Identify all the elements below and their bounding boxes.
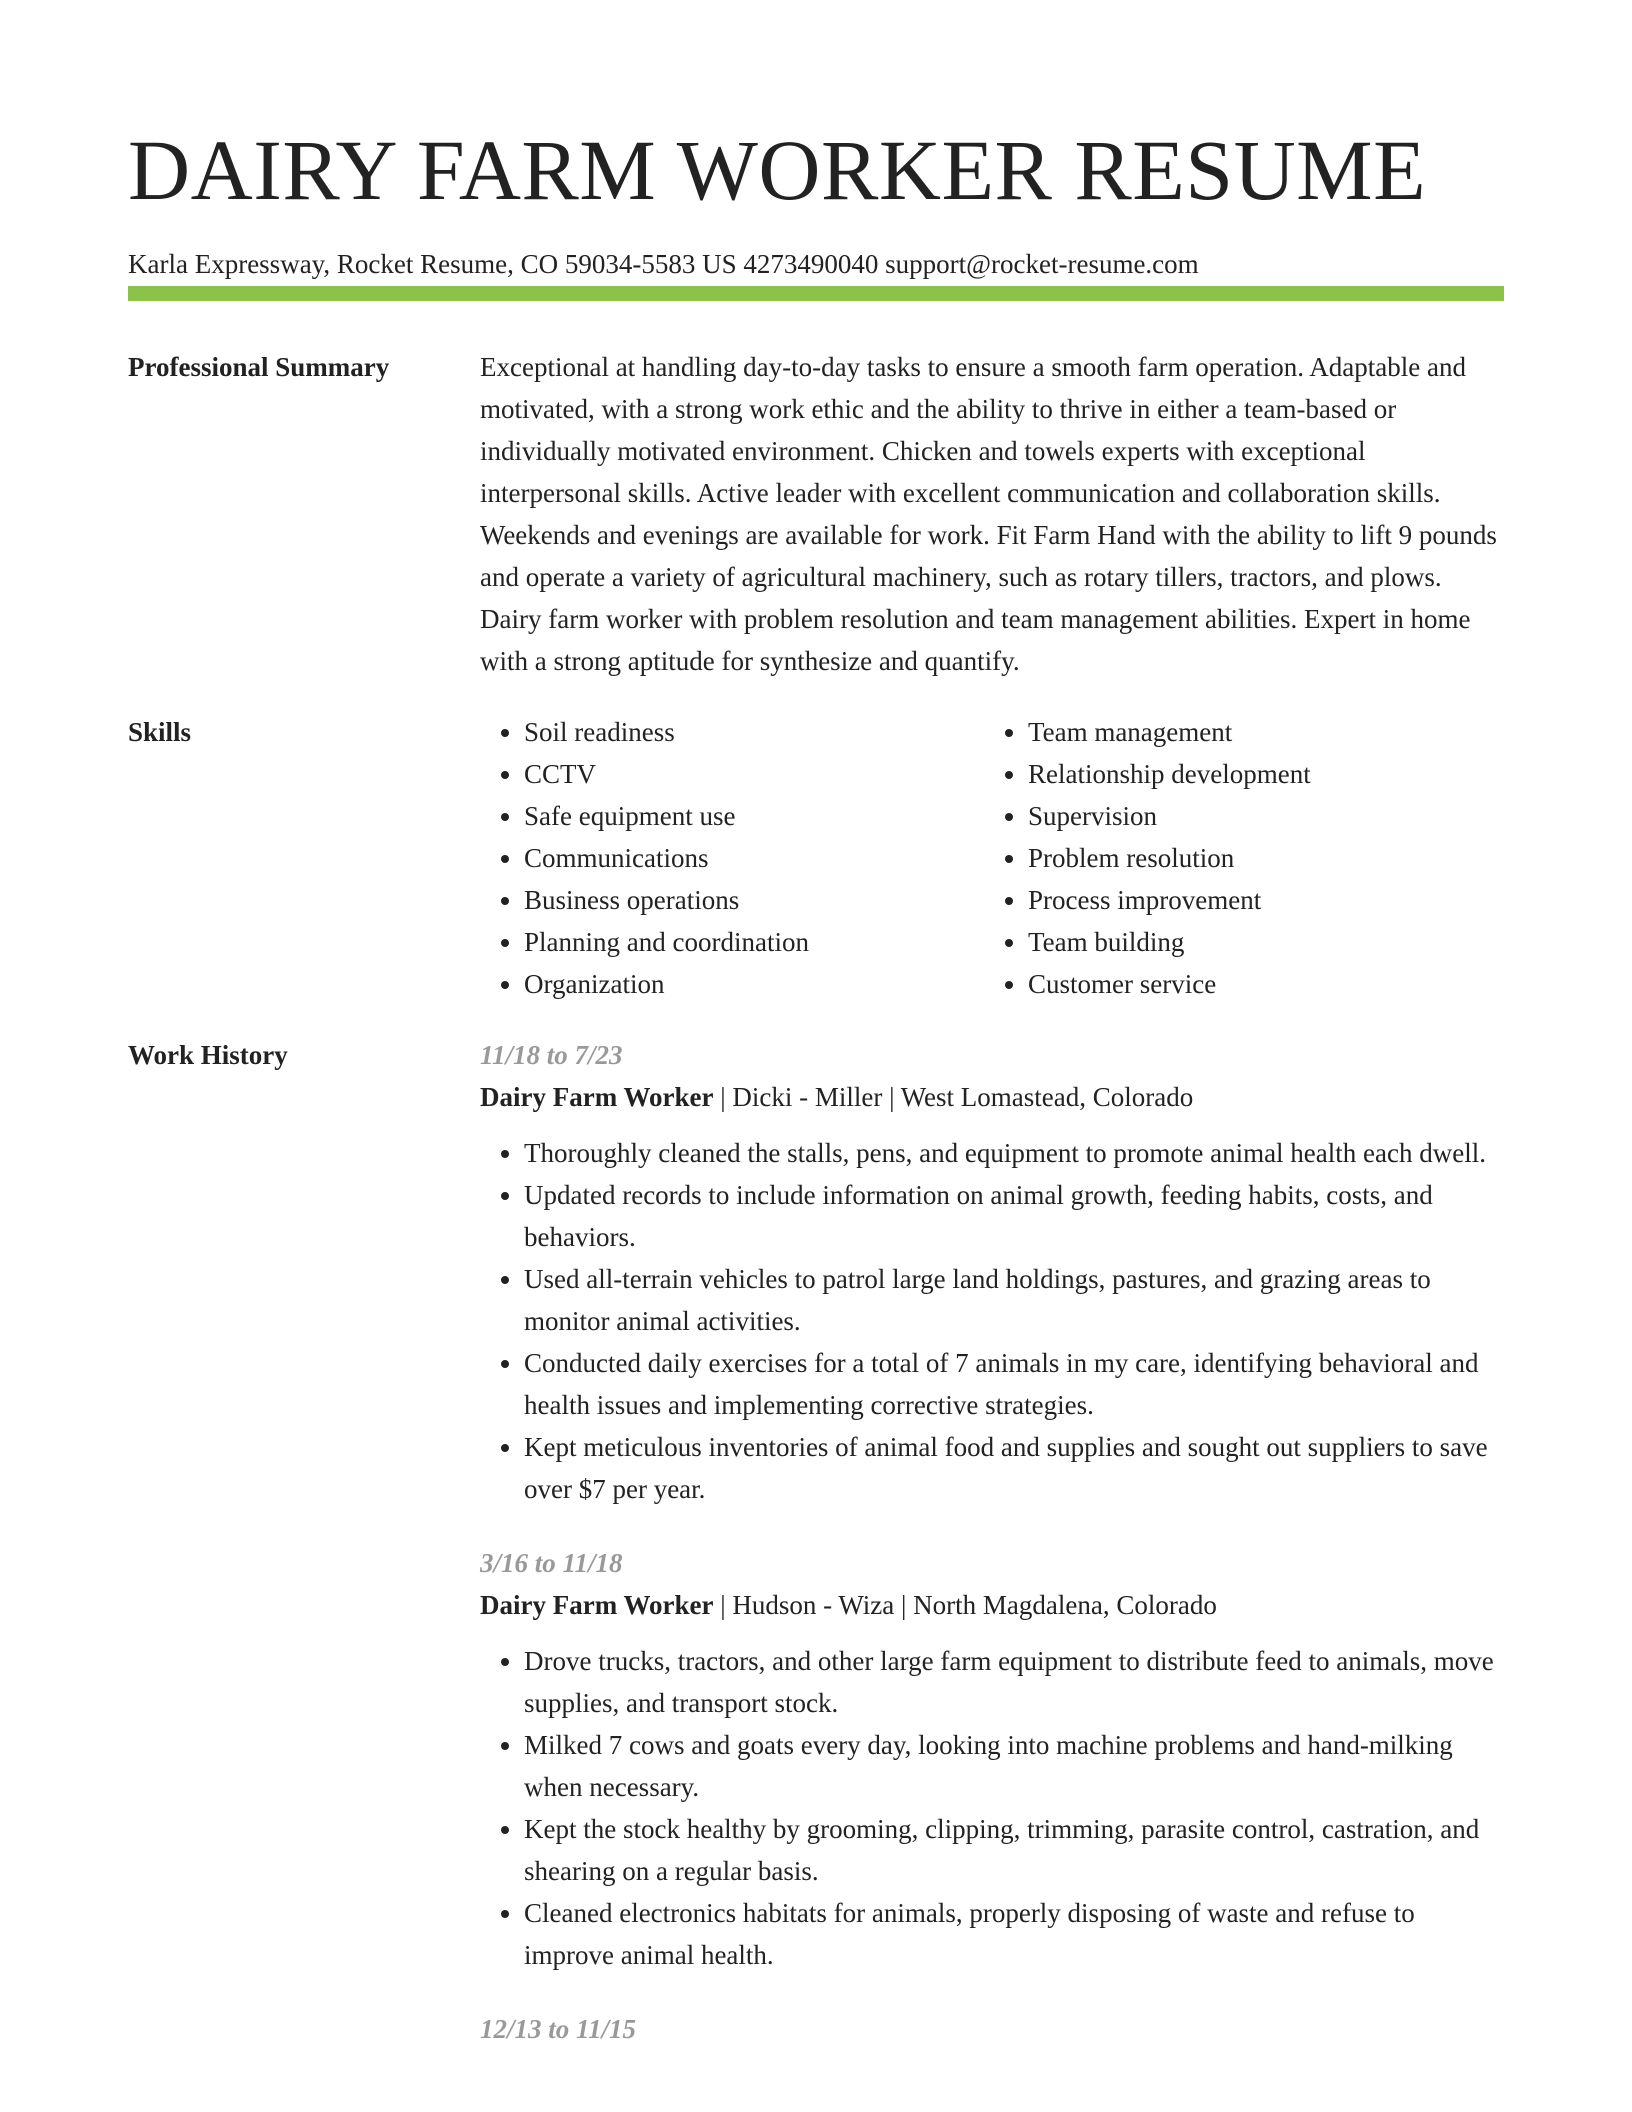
summary-body — [480, 346, 1504, 682]
job-bullet: • Conducted daily exercises for a total of 7 animals in my care, identifying behavioral and health issues and implementing corrective strategies. — [524, 1342, 1504, 1426]
skills-list-left — [480, 711, 984, 1005]
summary-label: Professional Summary — [128, 352, 390, 382]
job-heading — [480, 1584, 1504, 1626]
job-entry — [480, 1542, 1504, 1976]
skills-list-right — [984, 711, 1488, 1005]
job-employer-location: | Hudson - Wiza | North Magdalena, Colorado — [713, 1590, 1217, 1620]
job-entry — [480, 2008, 1504, 2050]
accent-rule — [128, 286, 1504, 301]
job-bullet: • Milked 7 cows and goats every day, looking into machine problems and hand-milking when necessary. — [524, 1724, 1504, 1808]
job-dates: 3/16 to 11/18 — [480, 1548, 623, 1578]
skills-label: Skills — [128, 717, 192, 747]
skill-item: • Business operations — [524, 879, 984, 921]
job-dates: 12/13 to 11/15 — [480, 2014, 637, 2044]
job-bullet: • Kept meticulous inventories of animal food and supplies and sought out suppliers to save over $7 per year. — [524, 1426, 1504, 1510]
job-bullet: • Drove trucks, tractors, and other large farm equipment to distribute feed to animals, move supplies, and transport stock. — [524, 1640, 1504, 1724]
skill-item: • Problem resolution — [1028, 837, 1488, 879]
skill-item: • Organization — [524, 963, 984, 1005]
skill-item: • Team building — [1028, 921, 1488, 963]
job-bullet-list — [480, 1640, 1504, 1976]
skill-item: • Soil readiness — [524, 711, 984, 753]
skill-item: • Process improvement — [1028, 879, 1488, 921]
job-bullet: • Thoroughly cleaned the stalls, pens, and equipment to promote animal health each dwell. — [524, 1132, 1504, 1174]
job-employer-location: | Dicki - Miller | West Lomastead, Colorado — [713, 1082, 1194, 1112]
skill-item: • Communications — [524, 837, 984, 879]
job-title: Dairy Farm Worker — [480, 1590, 714, 1620]
job-bullet: • Kept the stock healthy by grooming, clipping, trimming, parasite control, castration, and shearing on a regular basis. — [524, 1808, 1504, 1892]
work-history-label: Work History — [128, 1040, 288, 1070]
job-bullet-list — [480, 1132, 1504, 1510]
skills-body — [480, 711, 1504, 1005]
skill-item: • Supervision — [1028, 795, 1488, 837]
skill-item: • Planning and coordination — [524, 921, 984, 963]
job-title: Dairy Farm Worker — [480, 1082, 714, 1112]
skill-item: • Relationship development — [1028, 753, 1488, 795]
work-history-body — [480, 1034, 1504, 2082]
skill-item: • CCTV — [524, 753, 984, 795]
skill-item: • Safe equipment use — [524, 795, 984, 837]
summary-text: Exceptional at handling day-to-day tasks to ensure a smooth farm operation. Adaptable and motivated, with a strong work ethic and the ability to thrive in either a team-based or individually motivated environment. Chicken and towels experts with exceptional interpersonal skills. Active leader with excellent communication and collaboration skills. Weekends and evenings are available for work. Fit Farm Hand with the ability to lift 9 pounds and operate a variety of agricultural machinery, such as rotary tillers, tractors, and plows. Dairy farm worker with problem resolution and team management abilities. Expert in home with a strong aptitude for synthesize and quantify. — [480, 352, 1497, 676]
job-bullet: • Cleaned electronics habitats for animals, properly disposing of waste and refuse to improve animal health. — [524, 1892, 1504, 1976]
resume-title: DAIRY FARM WORKER RESUME — [128, 122, 1427, 218]
job-bullet: • Updated records to include information on animal growth, feeding habits, costs, and behaviors. — [524, 1174, 1504, 1258]
contact-line: Karla Expressway, Rocket Resume, CO 59034-5583 US 4273490040 support@rocket-resume.com — [128, 249, 1199, 279]
skill-item: • Customer service — [1028, 963, 1488, 1005]
skill-item: • Team management — [1028, 711, 1488, 753]
resume-header — [128, 118, 1504, 282]
job-entry — [480, 1034, 1504, 1510]
job-dates: 11/18 to 7/23 — [480, 1040, 623, 1070]
job-heading — [480, 1076, 1504, 1118]
job-bullet: • Used all-terrain vehicles to patrol large land holdings, pastures, and grazing areas to monitor animal activities. — [524, 1258, 1504, 1342]
